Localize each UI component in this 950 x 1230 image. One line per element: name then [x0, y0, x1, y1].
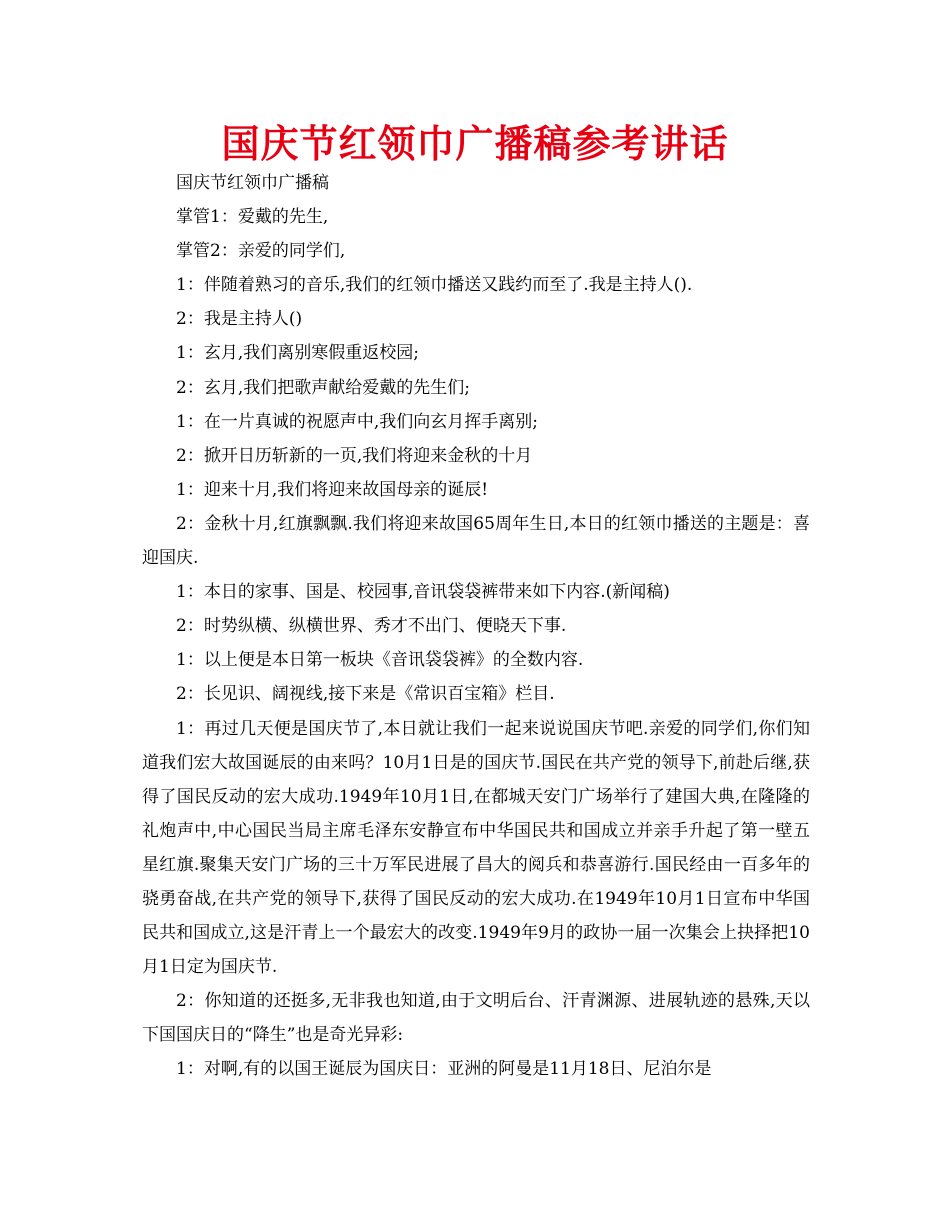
paragraph: 2：长见识、阔视线,接下来是《常识百宝箱》栏目. [176, 684, 555, 705]
paragraph: 1：在一片真诚的祝愿声中,我们向玄月挥手离别; [176, 411, 538, 432]
paragraph: 1：本日的家事、国是、校园事,音讯袋袋裤带来如下内容.(新闻稿) [176, 582, 670, 603]
paragraph: 2：玄月,我们把歌声献给爱戴的先生们; [176, 377, 470, 398]
paragraph-heading: 国庆节红领巾广播稿 [176, 173, 329, 193]
paragraph: 掌管2：亲爱的同学们, [176, 241, 346, 262]
paragraph: 2：时势纵横、纵横世界、秀才不出门、便晓天下事. [176, 616, 567, 637]
paragraph: 2：你知道的还挺多,无非我也知道,由于文明后台、汗青渊源、进展轨迹的悬殊,天以下国国庆日的“降生”也是奇光异彩: [142, 991, 810, 1046]
paragraph: 1：迎来十月,我们将迎来故国母亲的诞辰! [176, 479, 489, 500]
paragraph: 掌管1：爱戴的先生, [176, 207, 329, 228]
paragraph: 1：玄月,我们离别寒假重返校园; [176, 343, 419, 364]
document-title: 国庆节红领巾广播稿参考讲话 [221, 122, 729, 166]
paragraph: 2：掀开日历斩新的一页,我们将迎来金秋的十月 [176, 445, 533, 466]
paragraph: 2：我是主持人() [176, 309, 303, 330]
paragraph: 1：再过几天便是国庆节了,本日就让我们一起来说说国庆节吧.亲爱的同学们,你们知道我们宏大故国诞辰的由来吗？10月1日是的国庆节.国民在共产党的领导下,前赴后继,获得了国民反动的宏大成功.1949年10月1日,在都城天安门广场举行了建国大典,在隆隆的礼炮声中,中心国民当局主席毛泽东安静宣布中华国民共和国成立并亲手升起了第一壁五星红旗.聚集天安门广场的三十万军民进展了昌大的阅兵和恭喜游行.国民经由一百多年的骁勇奋战,在共产党的领导下,获得了国民反动的宏大成功.在1949年10月1日宣布中华国民共和国成立,这是汗青上一个最宏大的改变.1949年9月的政协一届一次集会上抉择把10月1日定为国庆节. [142, 718, 810, 978]
paragraph: 1：伴随着熟习的音乐,我们的红领巾播送又践约而至了.我是主持人(). [176, 275, 693, 296]
document-body [142, 166, 810, 1087]
paragraph: 2：金秋十月,红旗飘飘.我们将迎来故国65周年生日,本日的红领巾播送的主题是：喜迎国庆. [142, 513, 810, 569]
paragraph: 1：对啊,有的以国王诞辰为国庆日：亚洲的阿曼是11月18日、尼泊尔是 [176, 1059, 712, 1080]
paragraph: 1：以上便是本日第一板块《音讯袋袋裤》的全数内容. [176, 650, 584, 671]
